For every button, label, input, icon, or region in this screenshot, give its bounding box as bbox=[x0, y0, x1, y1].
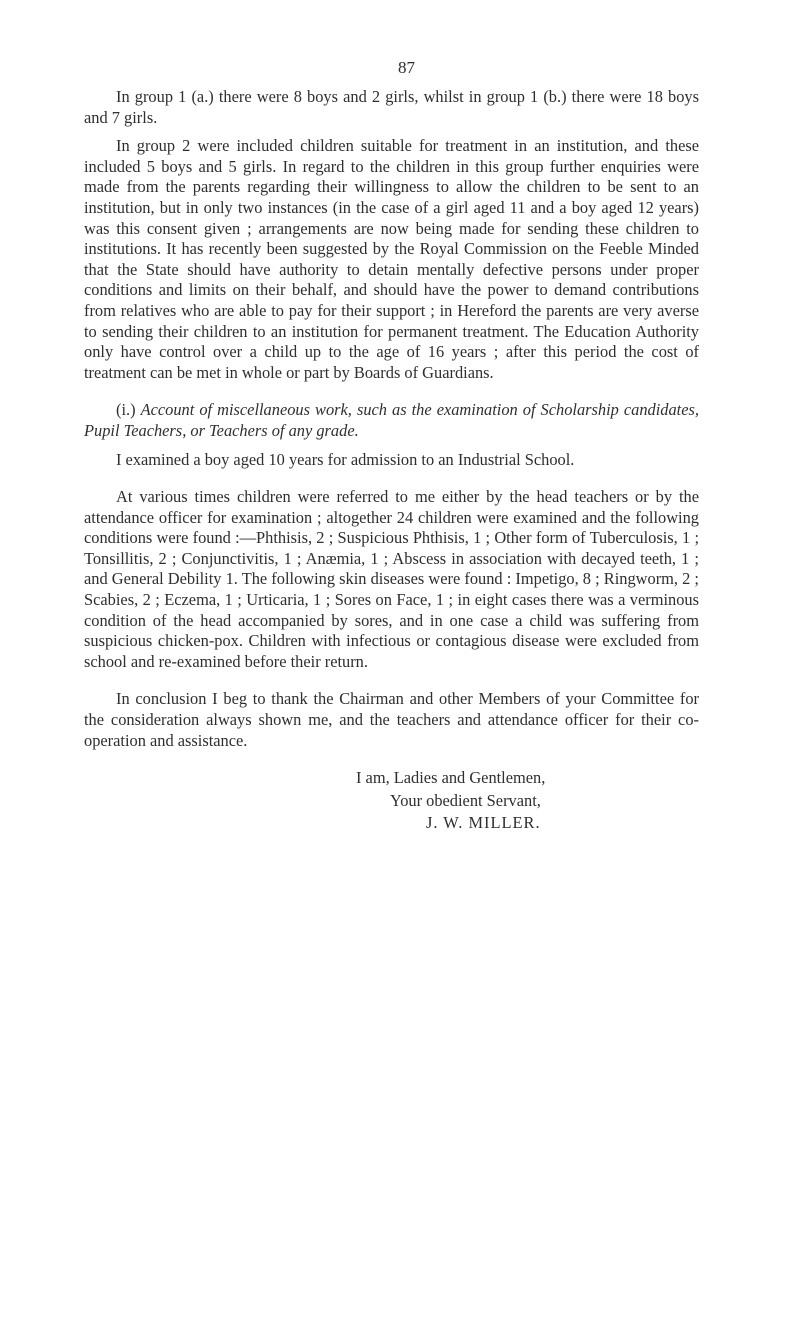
closing-servant: Your obedient Servant, bbox=[390, 790, 541, 810]
closing-salutation: I am, Ladies and Gentlemen, bbox=[356, 768, 546, 788]
section-i-label: (i.) bbox=[116, 400, 141, 420]
signature: J. W. MILLER. bbox=[426, 813, 541, 833]
paragraph-group-1-counts: In group 1 (a.) there were 8 boys and 2 girls, whilst in group 1 (b.) there were 18 boys and 7 girls. bbox=[84, 87, 699, 127]
paragraph-referred-children: At various times children were referred to me either by the head teachers or by the attendance officer for examination ; altogether 24 children were examined and the following conditions were found :—Phthisis, 2 ; Suspicious Phthisis, 1 ; Other form of Tuberculosis, 1 ; Tonsillitis, 2 ; Conjunctivitis, 1 ; Anæmia, 1 ; Abscess in association with decayed teeth, 1 ; and General Debility 1. The following skin diseases were found : Impetigo, 8 ; Ringworm, 2 ; Scabies, 2 ; Eczema, 1 ; Urticaria, 1 ; Sores on Face, 1 ; in eight cases there was a verminous condition of the head accompanied by sores, and in one case a child was suffering from suspicious chicken-pox. Children with infectious or contagious disease were excluded from school and re-examined before their return. bbox=[84, 487, 699, 671]
section-i-italic-title: Account of miscellaneous work, such as the examination of Scholarship candidates, Pupil Teachers, or Teachers of any grade. bbox=[84, 400, 699, 440]
paragraph-group-2-institution: In group 2 were included children suitable for treatment in an institution, and these included 5 boys and 5 girls. In regard to the children in this group further enquiries were made from the parents regarding their willingness to allow the children to be sent to an institution, but in only two instances (in the case of a girl aged 11 and a boy aged 12 years) was this consent given ; arrangements are now being made for sending these children to institutions. It has recently been suggested by the Royal Commission on the Feeble Minded that the State should have authority to detain mentally defective persons under proper conditions and limits on their behalf, and should have the power to demand contributions from relatives who are able to pay for their support ; in Hereford the parents are very averse to sending their children to an institution for permanent treatment. The Education Authority only have control over a child up to the age of 16 years ; after this period the cost of treatment can be met in whole or part by Boards of Guardians. bbox=[84, 136, 699, 382]
page-number: 87 bbox=[398, 58, 415, 77]
paragraph-industrial-school: I examined a boy aged 10 years for admission to an Industrial School. bbox=[116, 449, 575, 469]
paragraph-conclusion: In conclusion I beg to thank the Chairman and other Members of your Committee for the consideration always shown me, and the teachers and attendance officer for their co-operation and assistance. bbox=[84, 689, 699, 750]
paragraph-section-i-heading bbox=[84, 400, 699, 441]
